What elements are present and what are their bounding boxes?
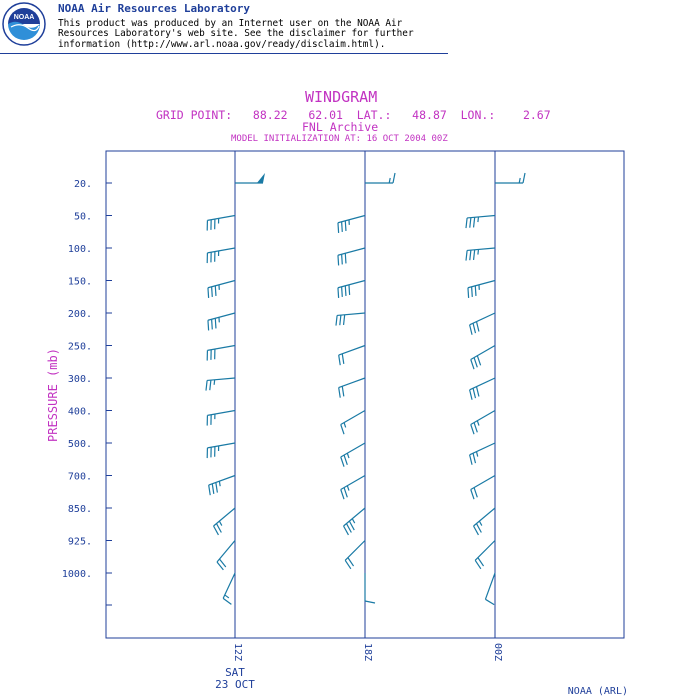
wind-barb [338, 248, 365, 265]
wind-barb [470, 443, 495, 465]
y-tick-label: 200. [67, 309, 92, 320]
wind-barb [206, 378, 235, 391]
wind-barb [341, 476, 365, 500]
wind-barb [207, 411, 235, 426]
y-tick-label: 20. [73, 179, 92, 190]
y-tick-label: 150. [67, 276, 92, 288]
y-tick-label: 100. [67, 244, 92, 255]
wind-barb [339, 378, 365, 398]
wind-barb [471, 476, 495, 500]
y-axis-label: PRESSURE (mb) [46, 348, 60, 442]
wind-barb [474, 508, 495, 535]
wind-barb [208, 313, 235, 330]
logo-text: NOAA [13, 14, 35, 21]
x-tick-label: 18Z [362, 642, 373, 662]
y-tick-label: 400. [67, 406, 92, 418]
wind-barb [209, 476, 235, 496]
y-tick-label: 1000. [61, 569, 92, 580]
wind-barb [235, 173, 265, 183]
grid-point-line: GRID POINT: 88.22 62.01 LAT.: 48.87 LON.: 2.67 [156, 108, 551, 122]
wind-barb [485, 573, 495, 605]
wind-barb [338, 216, 365, 233]
wind-barb [471, 411, 495, 435]
wind-barb [207, 216, 235, 231]
wind-barb [341, 443, 365, 467]
wind-barb [208, 281, 235, 298]
wind-barb [223, 573, 235, 604]
y-tick-label: 300. [67, 374, 92, 385]
wind-barb [207, 346, 235, 361]
footer-credit: NOAA (ARL) [567, 686, 628, 697]
wind-barb [471, 346, 495, 370]
wind-barb [344, 508, 365, 535]
init-line: MODEL INITIALIZATION AT: 16 OCT 2004 00Z [231, 134, 448, 144]
wind-barb [365, 573, 375, 603]
wind-barb [470, 378, 495, 400]
wind-barb [365, 173, 395, 183]
wind-barb [336, 313, 365, 326]
y-tick-label: 925. [67, 536, 92, 548]
y-tick-label: 500. [67, 439, 92, 450]
wind-barb [466, 248, 495, 261]
chart-title: WINDGRAM [305, 88, 378, 106]
y-tick-label: 850. [67, 504, 92, 515]
wind-barb [466, 216, 495, 229]
wind-barb [339, 346, 365, 366]
wind-barb [207, 443, 235, 458]
org-name-link[interactable]: NOAA Air Resources Laboratory [58, 2, 251, 15]
wind-barb [345, 541, 365, 569]
y-tick-label: 700. [67, 471, 92, 483]
y-tick-label: 50. [73, 211, 92, 223]
x-tick-label: 00Z [492, 642, 503, 662]
wind-barb [341, 411, 365, 435]
wind-barb [217, 541, 235, 570]
x-date-label: 23 OCT [215, 678, 255, 691]
x-tick-label: 12Z [232, 642, 243, 662]
disclaimer-text: This product was produced by an Internet user on the NOAA Air Resources Laboratory's web site. See the disclaimer for further information (http://www.arl.noaa.gov/ready/disclaim.html). [58, 18, 414, 50]
wind-barb [470, 313, 495, 335]
x-day-label: SAT [225, 666, 245, 679]
wind-barb [338, 281, 365, 298]
wind-barb [468, 281, 495, 298]
archive-label: FNL Archive [302, 120, 379, 134]
wind-barb [495, 173, 525, 183]
y-tick-label: 250. [67, 341, 92, 353]
wind-barb [214, 508, 235, 535]
wind-barb [475, 541, 495, 569]
wind-barb [207, 248, 235, 263]
